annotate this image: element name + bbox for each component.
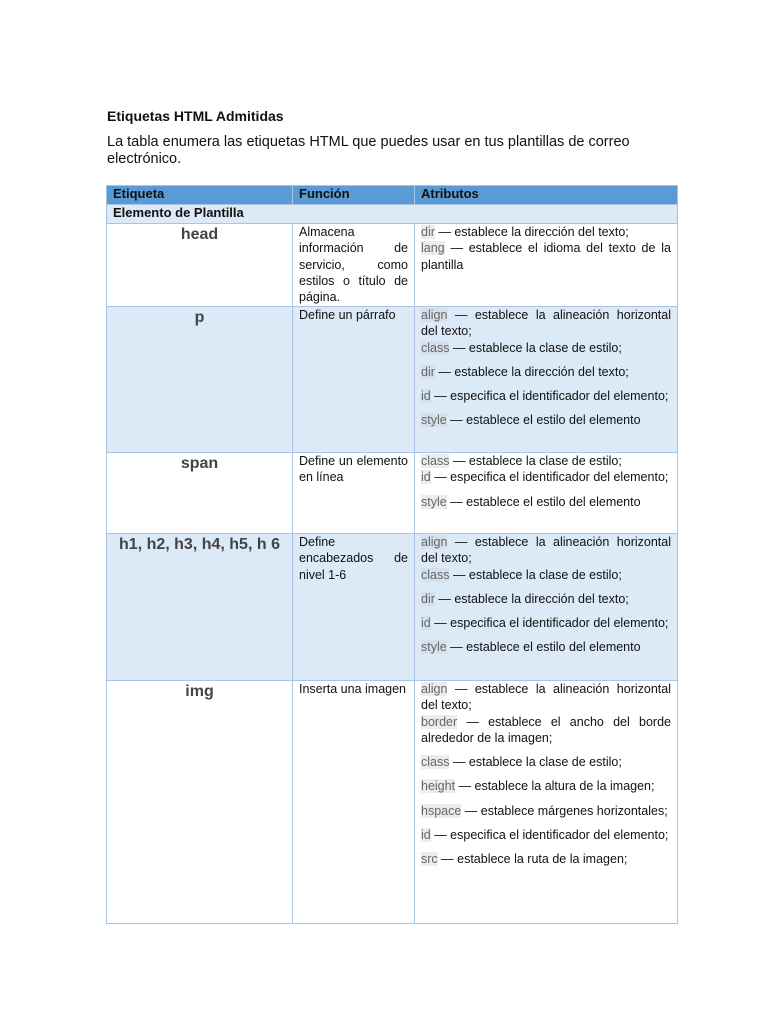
column-header-atributos: Atributos [415, 186, 678, 205]
tag-name: p [107, 307, 293, 453]
attribute-item [421, 591, 671, 607]
attribute-desc: — especifica el identificador del elemento; [430, 470, 669, 485]
attribute-item [421, 453, 671, 469]
attribute-name: id [421, 470, 431, 485]
attribute-item [421, 340, 671, 356]
attribute-name: align [421, 308, 448, 322]
attribute-item [421, 639, 671, 655]
attribute-name: id [421, 616, 431, 631]
tag-function: Define encabezados de nivel 1-6 [293, 534, 415, 681]
table-row [107, 224, 678, 307]
attribute-desc: — establece la alineación horizontal del texto; [421, 682, 671, 713]
attribute-item [421, 827, 671, 843]
tag-function: Almacena información de servicio, como estilos o título de página. [293, 224, 415, 307]
attribute-name: hspace [421, 803, 462, 818]
attribute-desc: — establece la alineación horizontal del texto; [421, 308, 671, 339]
attribute-item [421, 224, 671, 240]
attribute-name: class [421, 567, 450, 582]
attribute-desc: — establece la altura de la imagen; [455, 779, 655, 794]
attribute-item [421, 754, 671, 770]
attribute-desc: — establece la alineación horizontal del texto; [421, 535, 671, 566]
tag-name: head [107, 224, 293, 307]
table-row [107, 534, 678, 681]
attribute-desc: — establece el ancho del borde alrededor de la imagen; [421, 714, 671, 745]
table-row [107, 681, 678, 924]
attribute-name: class [421, 454, 450, 468]
attribute-desc: — establece la ruta de la imagen; [437, 852, 628, 867]
tag-name: img [107, 681, 293, 924]
section-title: Elemento de Plantilla [107, 205, 678, 224]
table-row [107, 453, 678, 534]
attribute-name: align [421, 535, 448, 549]
tag-name: span [107, 453, 293, 534]
attribute-item [421, 714, 671, 747]
attribute-desc: — especifica el identificador del elemento; [430, 389, 669, 404]
tag-function: Inserta una imagen [293, 681, 415, 924]
attribute-desc: — establece el idioma del texto de la plantilla [421, 241, 671, 272]
attribute-name: id [421, 828, 431, 843]
attribute-name: dir [421, 364, 435, 379]
attribute-desc: — especifica el identificador del elemento; [430, 828, 669, 843]
attribute-item [421, 388, 671, 404]
attribute-item [421, 307, 671, 340]
attribute-desc: — establece el estilo del elemento [446, 640, 641, 655]
attribute-item [421, 364, 671, 380]
attribute-desc: — establece la clase de estilo; [449, 567, 622, 582]
tag-attributes [415, 307, 678, 453]
attribute-name: class [421, 340, 450, 355]
attribute-item [421, 778, 671, 794]
tag-attributes [415, 453, 678, 534]
attribute-item [421, 567, 671, 583]
attribute-item [421, 681, 671, 714]
attribute-name: src [421, 852, 438, 867]
attribute-desc: — establece la clase de estilo; [449, 454, 622, 468]
attribute-desc: — especifica el identificador del elemento; [430, 616, 669, 631]
tag-attributes [415, 681, 678, 924]
attribute-name: style [421, 413, 447, 428]
column-header-funcion: Función [293, 186, 415, 205]
attribute-name: style [421, 640, 447, 655]
attribute-name: style [421, 494, 447, 509]
attribute-item [421, 803, 671, 819]
attribute-desc: — establece la clase de estilo; [449, 755, 622, 770]
attribute-name: height [421, 779, 456, 794]
attribute-name: align [421, 682, 448, 696]
attribute-desc: — establece el estilo del elemento [446, 494, 641, 509]
attribute-name: dir [421, 225, 435, 239]
attribute-name: class [421, 755, 450, 770]
section-row [107, 205, 678, 224]
attribute-name: border [421, 714, 458, 729]
attribute-desc: — establece márgenes horizontales; [461, 803, 668, 818]
attribute-name: lang [421, 241, 445, 256]
tag-function: Define un elemento en línea [293, 453, 415, 534]
html-tags-table [106, 185, 678, 924]
attribute-desc: — establece la dirección del texto; [434, 364, 629, 379]
attribute-item [421, 240, 671, 273]
attribute-name: id [421, 389, 431, 404]
attribute-item [421, 469, 671, 485]
column-header-etiqueta: Etiqueta [107, 186, 293, 205]
attribute-desc: — establece la clase de estilo; [449, 340, 622, 355]
attribute-desc: — establece la dirección del texto; [434, 591, 629, 606]
attribute-item [421, 851, 671, 867]
table-header-row [107, 186, 678, 205]
attribute-item [421, 534, 671, 567]
tag-attributes [415, 224, 678, 307]
tag-name: h1, h2, h3, h4, h5, h 6 [107, 534, 293, 681]
attribute-desc: — establece el estilo del elemento [446, 413, 641, 428]
attribute-desc: — establece la dirección del texto; [434, 225, 629, 239]
intro-paragraph: La tabla enumera las etiquetas HTML que puedes usar en tus plantillas de correo electrónico. [107, 134, 630, 167]
page-title: Etiquetas HTML Admitidas [107, 108, 284, 124]
attribute-item [421, 494, 671, 510]
attribute-item [421, 412, 671, 428]
table-row [107, 307, 678, 453]
attribute-item [421, 615, 671, 631]
tag-attributes [415, 534, 678, 681]
tag-function: Define un párrafo [293, 307, 415, 453]
attribute-name: dir [421, 591, 435, 606]
